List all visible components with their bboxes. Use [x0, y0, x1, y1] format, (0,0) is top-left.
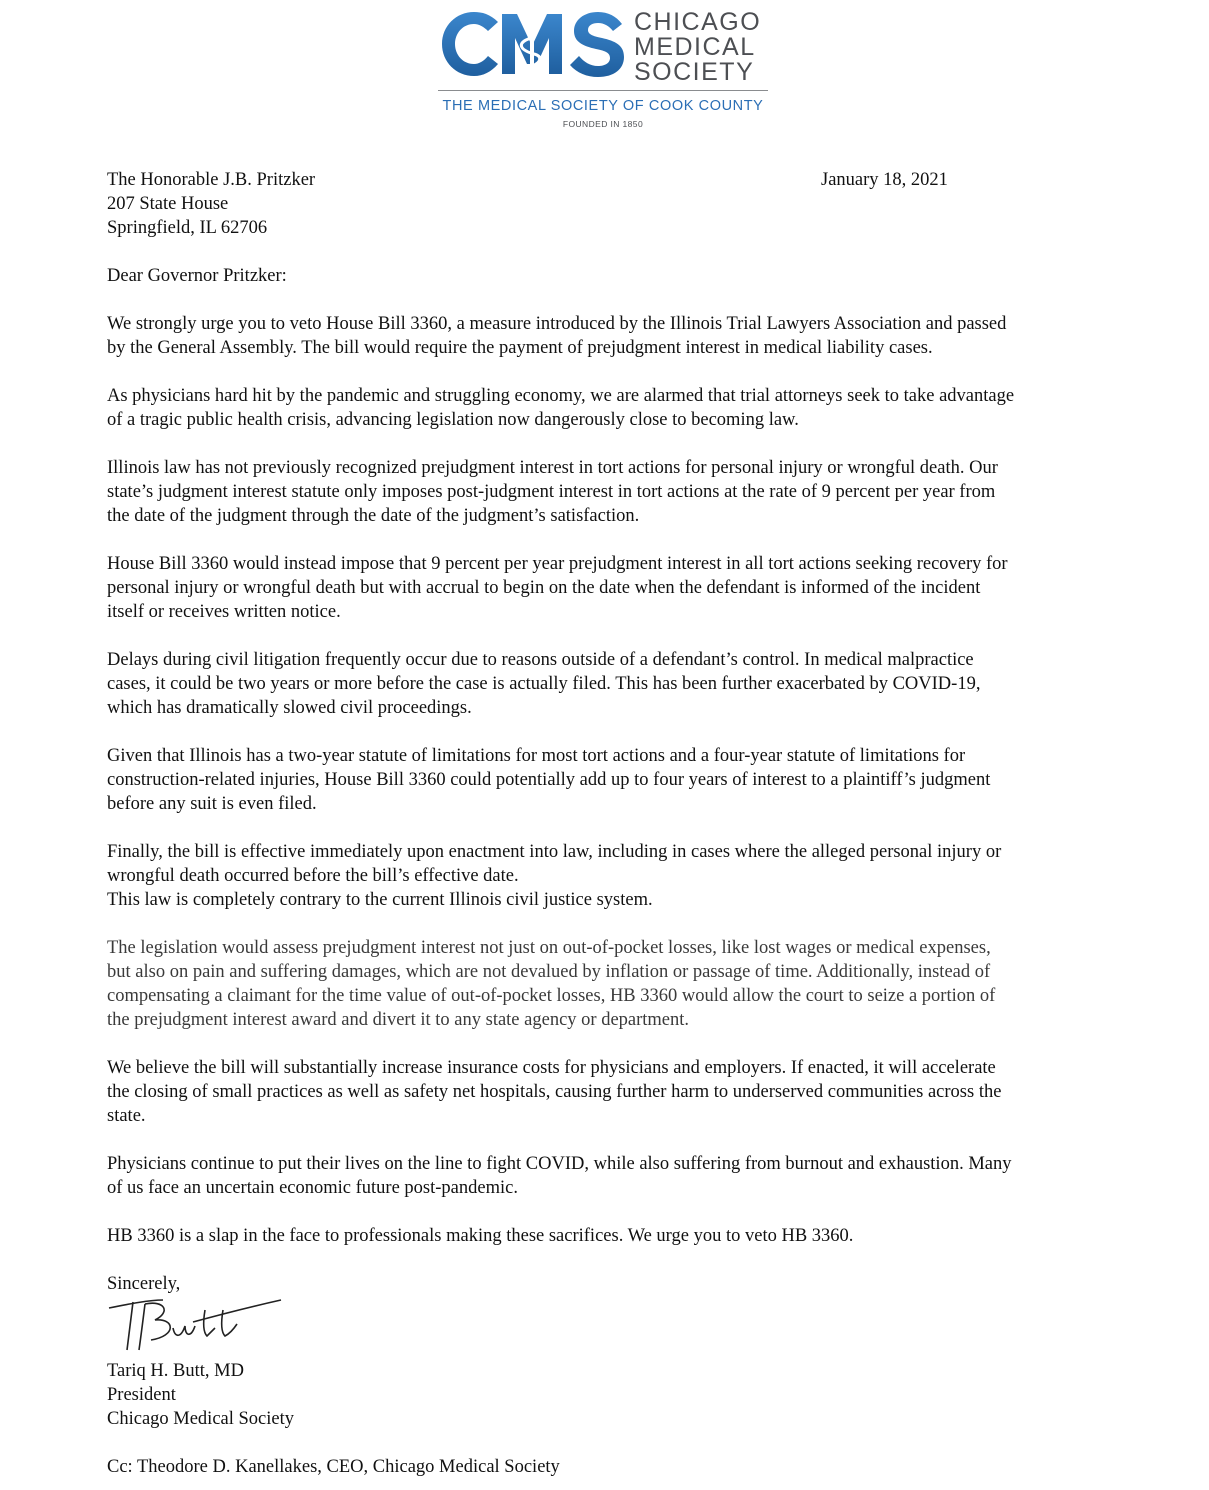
- body-paragraph: [107, 936, 1147, 1032]
- body-paragraph: [107, 1056, 1147, 1128]
- paragraph-line: We strongly urge you to veto House Bill 3360, a measure introduced by the Illinois Trial Lawyers Association and passed: [107, 314, 1007, 334]
- body-paragraph: [107, 312, 1147, 360]
- body-paragraph: [107, 1152, 1147, 1200]
- org-name-line: SOCIETY: [634, 58, 755, 86]
- paragraph-line: state’s judgment interest statute only imposes post-judgment interest in tort actions at the rate of 9 percent per year from: [107, 482, 996, 502]
- paragraph-line: The legislation would assess prejudgment interest not just on out-of-pocket losses, like lost wages or medical expenses,: [107, 938, 991, 958]
- org-name-line: CHICAGO: [634, 8, 762, 36]
- paragraph-line: This law is completely contrary to the current Illinois civil justice system.: [107, 890, 653, 910]
- paragraph-line: of us face an uncertain economic future post-pandemic.: [107, 1178, 518, 1198]
- paragraph-line: by the General Assembly. The bill would require the payment of prejudgment interest in medical liability cases.: [107, 338, 933, 358]
- recipient-address: [107, 168, 1147, 240]
- paragraphs: [107, 312, 1147, 1248]
- paragraph-line: Physicians continue to put their lives on the line to fight COVID, while also suffering from burnout and exhaustion. Many: [107, 1154, 1012, 1174]
- letterhead-founded: FOUNDED IN 1850: [562, 119, 644, 129]
- paragraph-line: We believe the bill will substantially increase insurance costs for physicians and employers. If enacted, it will accelerate: [107, 1058, 996, 1078]
- recipient-address-line: Springfield, IL 62706: [107, 218, 268, 238]
- body-paragraph: [107, 384, 1147, 432]
- paragraph-line: wrongful death occurred before the bill’s effective date.: [107, 866, 519, 886]
- signer-organization: Chicago Medical Society: [107, 1409, 295, 1429]
- letterhead-divider: [438, 90, 768, 91]
- signer-name: Tariq H. Butt, MD: [107, 1361, 244, 1381]
- paragraph-line: Delays during civil litigation frequently occur due to reasons outside of a defendant’s control. In medical malpractice: [107, 650, 974, 670]
- paragraph-line: which has dramatically slowed civil proceedings.: [107, 698, 472, 718]
- paragraph-line: itself or receives written notice.: [107, 602, 341, 622]
- closing: Sincerely,: [107, 1274, 181, 1294]
- body-paragraph: [107, 456, 1147, 528]
- letterhead: [438, 6, 770, 130]
- paragraph-line: HB 3360 is a slap in the face to professionals making these sacrifices. We urge you to veto HB 3360.: [107, 1226, 854, 1246]
- body-paragraph: [107, 1224, 1147, 1248]
- paragraph-line: the prejudgment interest award and divert it to any state agency or department.: [107, 1010, 690, 1030]
- paragraph-line: personal injury or wrongful death but with accrual to begin on the date when the defendant is informed of the incident: [107, 578, 981, 598]
- paragraph-line: before any suit is even filed.: [107, 794, 317, 814]
- signature: [105, 1294, 285, 1352]
- paragraph-line: compensating a claimant for the time value of out-of-pocket losses, HB 3360 would allow the court to seize a portion of: [107, 986, 996, 1006]
- recipient-name: The Honorable J.B. Pritzker: [107, 170, 316, 190]
- paragraph-line: of a tragic public health crisis, advancing legislation now dangerously close to becoming law.: [107, 410, 799, 430]
- recipient-address-line: 207 State House: [107, 194, 229, 214]
- paragraph-line: the date of the judgment through the date of the judgment’s satisfaction.: [107, 506, 640, 526]
- cms-logo: [438, 6, 630, 80]
- paragraph-line: construction-related injuries, House Bill 3360 could potentially add up to four years of interest to a plaintiff’s judgment: [107, 770, 991, 790]
- paragraph-line: Given that Illinois has a two-year statute of limitations for most tort actions and a four-year statute of limitations for: [107, 746, 966, 766]
- paragraph-line: Illinois law has not previously recognized prejudgment interest in tort actions for personal injury or wrongful death. Our: [107, 458, 998, 478]
- paragraph-line: the closing of small practices as well as safety net hospitals, causing further harm to underserved communities across the: [107, 1082, 1002, 1102]
- body-paragraph: [107, 840, 1147, 912]
- letterhead-tagline: THE MEDICAL SOCIETY OF COOK COUNTY: [442, 98, 764, 114]
- paragraph-line: Finally, the bill is effective immediately upon enactment into law, including in cases where the alleged personal injury or: [107, 842, 1002, 862]
- cc-line: Cc: Theodore D. Kanellakes, CEO, Chicago Medical Society: [107, 1457, 560, 1477]
- paragraph-line: House Bill 3360 would instead impose that 9 percent per year prejudgment interest in all tort actions seeking recovery for: [107, 554, 1008, 574]
- signer-title: President: [107, 1385, 176, 1405]
- salutation: Dear Governor Pritzker:: [107, 266, 287, 286]
- paragraph-line: but also on pain and suffering damages, which are not devalued by inflation or passage of time. Additionally, instead of: [107, 962, 991, 982]
- body-paragraph: [107, 552, 1147, 624]
- letter-date: January 18, 2021: [821, 170, 948, 190]
- letter-body: [107, 168, 1147, 1479]
- body-paragraph: [107, 648, 1147, 720]
- paragraph-line: As physicians hard hit by the pandemic and struggling economy, we are alarmed that trial attorneys seek to take advantage: [107, 386, 1015, 406]
- org-name: [634, 10, 774, 85]
- body-paragraph: [107, 744, 1147, 816]
- paragraph-line: state.: [107, 1106, 146, 1126]
- org-name-line: MEDICAL: [634, 33, 756, 61]
- paragraph-line: cases, it could be two years or more before the case is actually filed. This has been further exacerbated by COVID-19,: [107, 674, 981, 694]
- signer-block: [107, 1359, 1147, 1431]
